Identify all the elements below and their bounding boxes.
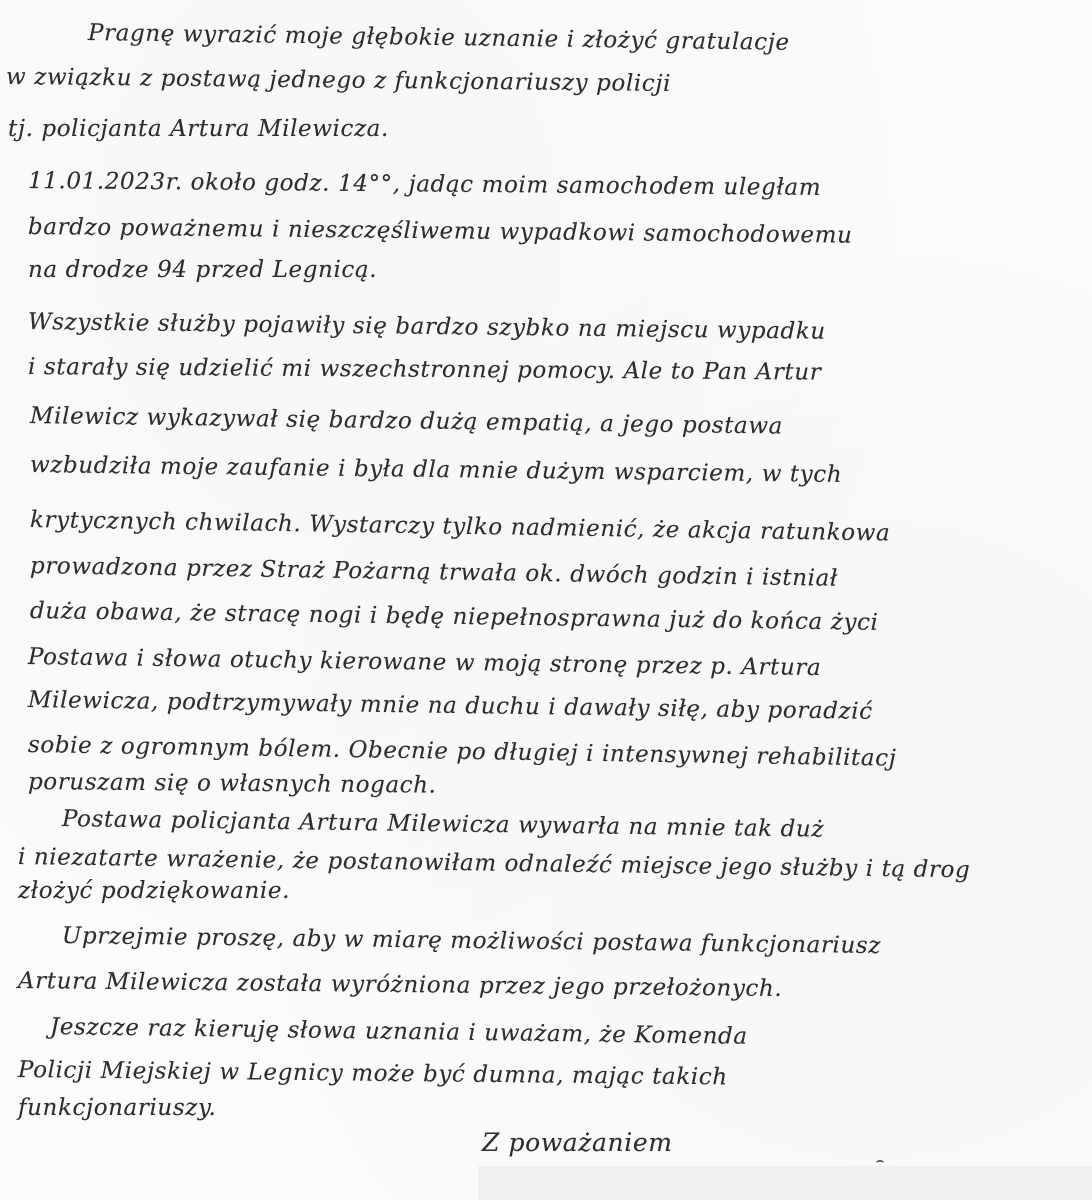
letter-line: wzbudziła moje zaufanie i była dla mnie dużym wsparciem, w tych [29, 452, 843, 488]
letter-line: Jeszcze raz kieruję słowa uznania i uważam, że Komenda [49, 1014, 748, 1050]
letter-line: krytycznych chwilach. Wystarczy tylko nadmienić, że akcja ratunkowa [29, 507, 891, 547]
letter-line: poruszam się o własnych nogach. [27, 769, 437, 799]
letter-line: Artura Milewicza została wyróżniona przez jego przełożonych. [17, 968, 783, 1003]
redacted-area [478, 1166, 1092, 1200]
letter-line: Uprzejmie proszę, aby w miarę możliwości postawa funkcjonariusz [61, 923, 882, 960]
letter-line: w związku z postawą jednego z funkcjonariuszy policji [5, 64, 672, 97]
letter-line: Milewicza, podtrzymywały mnie na duchu i dawały siłę, aby poradzić [27, 687, 873, 725]
signature-closing: Z poważaniem [482, 1128, 673, 1157]
letter-line: tj. policjanta Artura Milewicza. [8, 116, 389, 142]
letter-line: i niezatarte wrażenie, że postanowiłam odnaleźć miejsce jego służby i tą drog [17, 844, 971, 884]
letter-line: funkcjonariuszy. [18, 1095, 217, 1121]
letter-line: Pragnę wyrazić moje głębokie uznanie i złożyć gratulacje [87, 20, 790, 56]
letter-line: prowadzona przez Straż Pożarną trwała ok. dwóch godzin i istniał [29, 553, 839, 592]
letter-line: 11.01.2023r. około godz. 14°°, jadąc moim samochodem uległam [27, 168, 822, 201]
letter-line: Postawa i słowa otuchy kierowane w moją stronę przez p. Artura [27, 644, 822, 682]
letter-line: sobie z ogromnym bólem. Obecnie po długiej i intensywnej rehabilitacj [27, 732, 897, 772]
letter-line: Milewicz wykazywał się bardzo dużą empatią, a jego postawa [29, 403, 784, 440]
letter-line: Wszystkie służby pojawiły się bardzo szybko na miejscu wypadku [27, 309, 826, 345]
letter-line: duża obawa, że stracę nogi i będę niepełnosprawna już do końca życi [29, 598, 879, 636]
signature-mark [876, 1160, 884, 1166]
letter-line: złożyć podziękowanie. [18, 878, 290, 904]
letter-line: Policji Miejskiej w Legnicy może być dumna, mając takich [17, 1057, 728, 1091]
letter-line: bardzo poważnemu i nieszczęśliwemu wypadkowi samochodowemu [27, 214, 853, 249]
letter-line: na drodze 94 przed Legnicą. [28, 257, 378, 283]
letter-line: i starały się udzielić mi wszechstronnej pomocy. Ale to Pan Artur [27, 354, 822, 386]
letter-line: Postawa policjanta Artura Milewicza wywarła na mnie tak duż [61, 806, 825, 843]
